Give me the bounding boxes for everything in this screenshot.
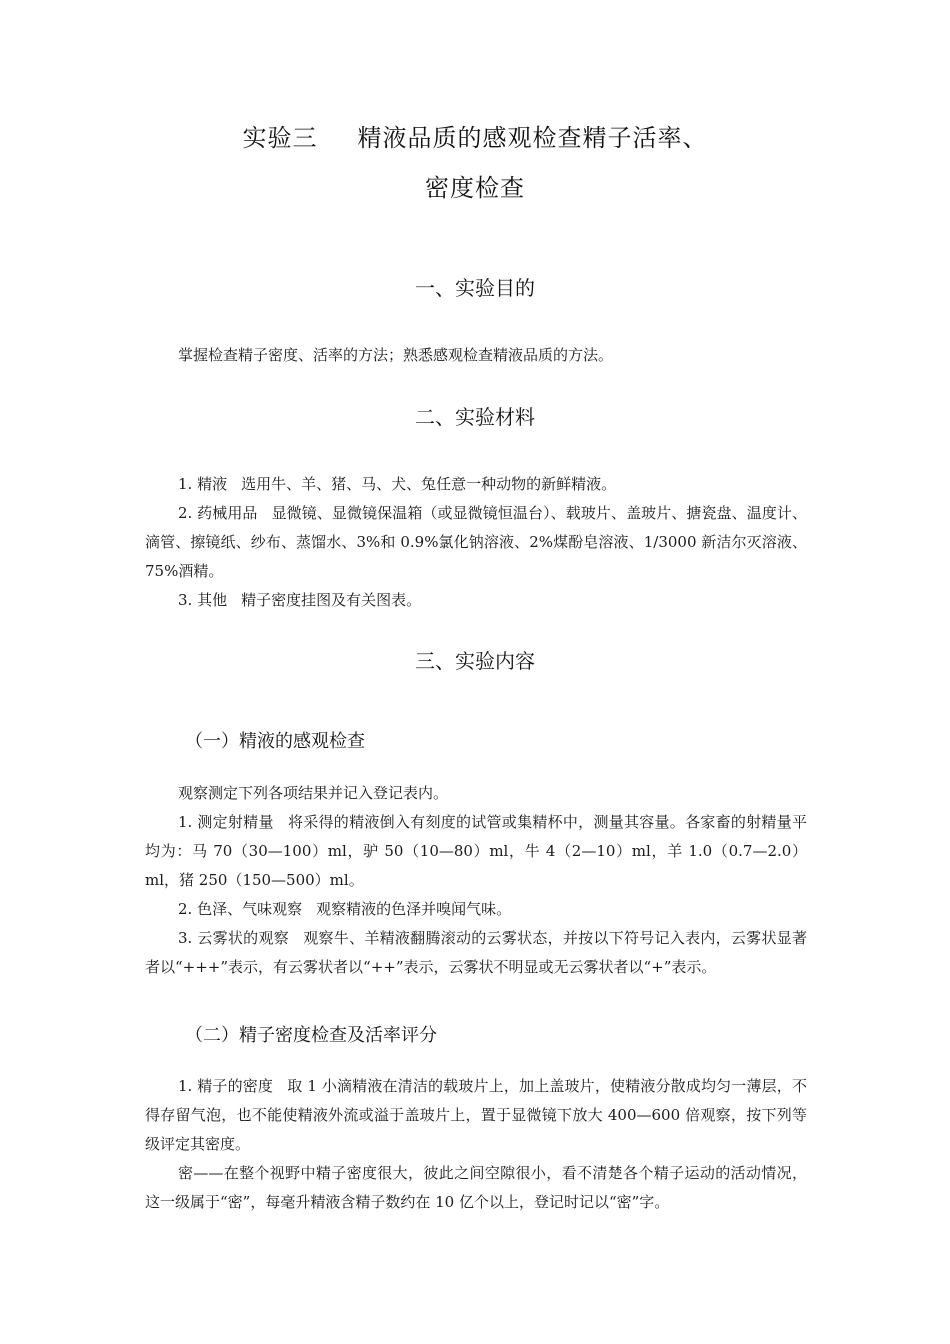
sensory-item-cloudiness <box>145 924 807 982</box>
item-label: 3. 其他 <box>178 591 228 609</box>
section-heading-purpose: 一、实验目的 <box>415 276 535 300</box>
materials-item-semen <box>145 470 807 499</box>
density-item <box>145 1072 807 1159</box>
title-experiment-number: 实验三 <box>242 124 318 152</box>
item-text: 显微镜、显微镜保温箱（或显微镜恒温台）、载玻片、盖玻片、搪瓷盘、温度计、滴管、擦镜纸、纱布、蒸馏水、3%和 0.9%氯化钠溶液、2%煤酚皂溶液、1/3000 新洁尔灭溶液、75%酒精。 <box>145 504 807 580</box>
title-experiment-name: 精液品质的感观检查精子活率、 <box>357 124 708 152</box>
item-text: 观察牛、羊精液翻腾滚动的云雾状态，并按以下符号记入表内，云雾状显著者以“+++”表示，有云雾状者以“++”表示，云雾状不明显或无云雾状者以“+”表示。 <box>145 929 807 976</box>
page-title-line2: 密度检查 <box>425 174 525 202</box>
item-label: 2. 药械用品 <box>178 504 258 522</box>
item-text: 将采得的精液倒入有刻度的试管或集精杯中，测量其容量。各家畜的射精量平均为：马 70（30—100）ml，驴 50（10—80）ml，牛 4（2—10）ml，羊 1.0（0.7—2.0）ml，猪 250（150—500）ml。 <box>145 813 807 889</box>
materials-item-instruments <box>145 499 807 586</box>
item-text: 选用牛、羊、猪、马、犬、兔任意一种动物的新鲜精液。 <box>241 475 617 493</box>
purpose-paragraph: 掌握检查精子密度、活率的方法；熟悉感观检查精液品质的方法。 <box>178 346 614 364</box>
item-label: 1. 精液 <box>178 475 228 493</box>
subsection-heading-density: （二）精子密度检查及活率评分 <box>185 1025 437 1046</box>
section-heading-materials: 二、实验材料 <box>415 405 535 429</box>
subsection-heading-sensory: （一）精液的感观检查 <box>185 731 365 752</box>
sensory-item-color-odor <box>145 895 807 924</box>
item-label: 2. 色泽、气味观察 <box>178 900 303 918</box>
materials-item-other <box>145 586 807 615</box>
section-heading-content: 三、实验内容 <box>415 649 535 673</box>
sensory-intro: 观察测定下列各项结果并记入登记表内。 <box>178 784 449 802</box>
density-grade-dense: 密——在整个视野中精子密度很大，彼此之间空隙很小，看不清楚各个精子运动的活动情况，这一级属于“密”，每毫升精液含精子数约在 10 亿个以上，登记时记以“密”字。 <box>145 1164 807 1211</box>
item-label: 1. 精子的密度 <box>178 1077 274 1095</box>
page-title <box>0 118 950 153</box>
item-label: 1. 测定射精量 <box>178 813 274 831</box>
item-label: 3. 云雾状的观察 <box>178 929 289 947</box>
item-text: 观察精液的色泽并嗅闻气味。 <box>316 900 512 918</box>
sensory-item-volume <box>145 808 807 895</box>
item-text: 精子密度挂图及有关图表。 <box>241 591 422 609</box>
item-text: 取 1 小滴精液在清洁的载玻片上，加上盖玻片，使精液分散成均匀一薄层，不得存留气泡，也不能使精液外流或溢于盖玻片上，置于显微镜下放大 400—600 倍观察，按下列等级评定其密度。 <box>145 1077 807 1153</box>
